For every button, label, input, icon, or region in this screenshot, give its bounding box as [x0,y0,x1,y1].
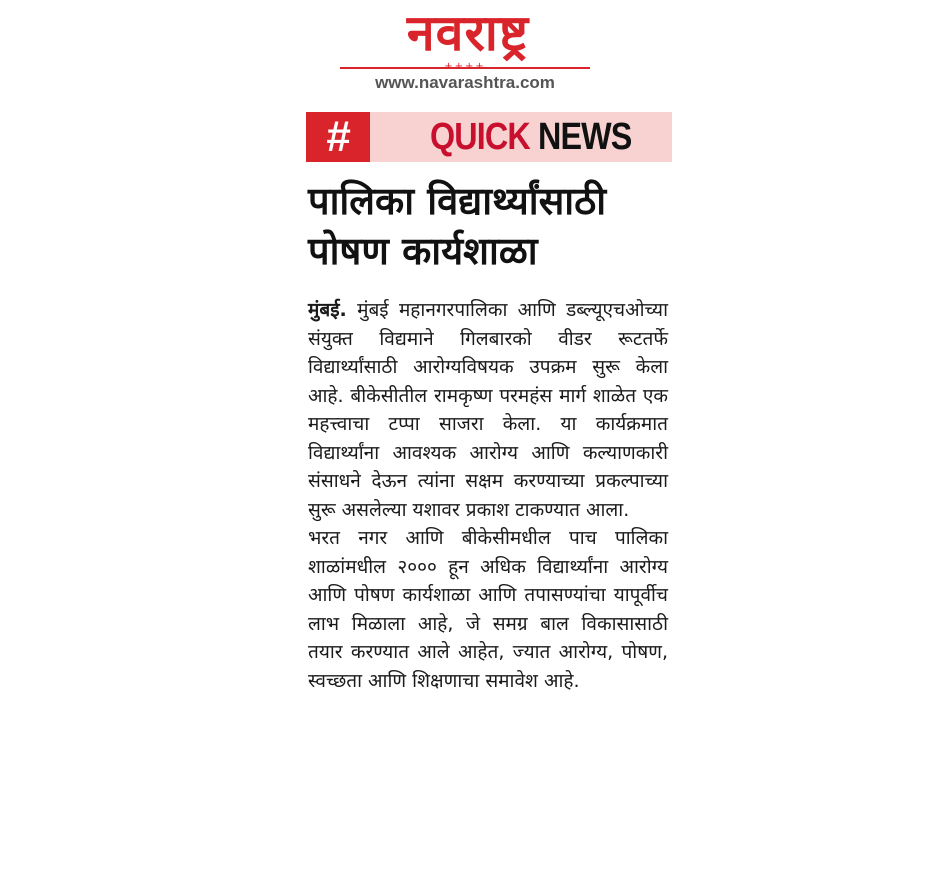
headline-line-1: पालिका विद्यार्थ्यांसाठी [308,179,607,223]
logo-dots: ++++ [444,61,486,72]
paragraph-1-text: मुंबई महानगरपालिका आणि डब्ल्यूएचओच्या संयुक्त विद्यमाने गिलबारको वीडर रूटतर्फे विद्यार्थ्यांसाठी आरोग्यविषयक उपक्रम सुरू केला आहे. बीकेसीतील रामकृष्ण परमहंस मार्ग शाळेत एक महत्त्वाचा टप्पा साजरा केला. या कार्यक्रमात विद्यार्थ्यांना आवश्यक आरोग्य आणि कल्याणकारी संसाधने देऊन त्यांना सक्षम करण्याच्या प्रकल्पाच्या सुरू असलेल्या यशावर प्रकाश टाकण्यात आला. [308,299,668,521]
dateline: मुंबई. [308,299,347,321]
paragraph-2-text: भरत नगर आणि बीकेसीमधील पाच पालिका शाळांमधील २००० हून अधिक विद्यार्थ्यांना आरोग्य आणि पोषण कार्यशाळा आणि तपासण्यांचा यापूर्वीच लाभ मिळाला आहे, जे समग्र बाल विकासासाठी तयार करण्यात आले आहेत, ज्यात आरोग्य, पोषण, स्वच्छता आणि शिक्षणाचा समावेश आहे. [308,527,668,692]
navarashtra-logo: नवराष्ट्र [406,4,530,62]
article-body [308,296,668,695]
quick-news-label [430,114,631,160]
paragraph-1 [308,296,668,524]
website-url: www.navarashtra.com [375,73,555,92]
paragraph-2 [308,524,668,695]
news-word: NEWS [537,116,632,158]
masthead [0,0,938,100]
headline-line-2: पोषण कार्यशाळा [308,229,538,273]
quick-word: QUICK [430,116,530,158]
article-headline [308,176,668,276]
hash-icon: # [306,112,370,162]
